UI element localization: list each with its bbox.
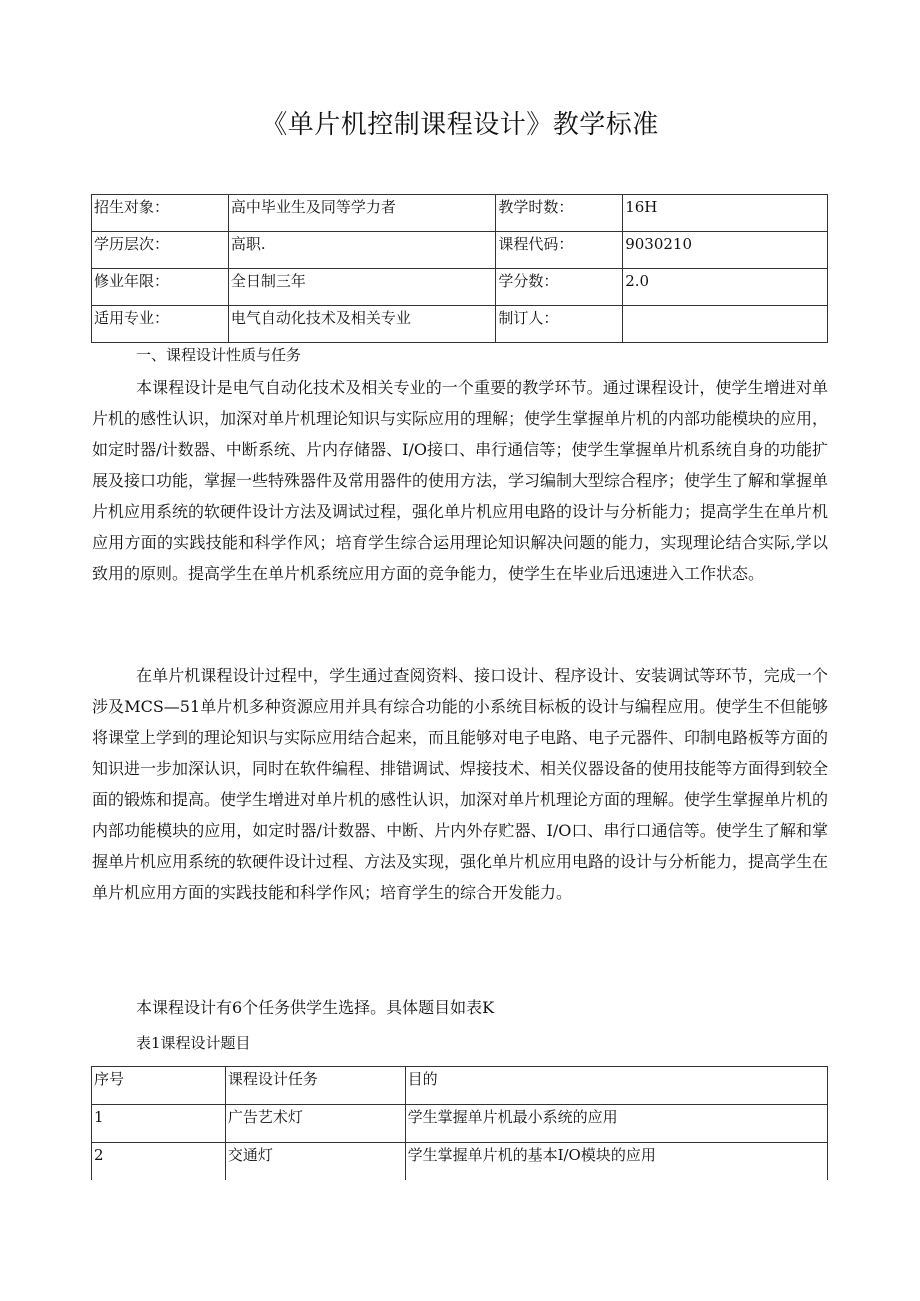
info-label: 适用专业：: [92, 306, 229, 343]
table-cell: 1: [92, 1105, 226, 1143]
table-cell: 2: [92, 1143, 226, 1181]
task-table: [91, 1066, 828, 1180]
info-label: 制订人：: [496, 306, 623, 343]
info-value: 2.0: [623, 269, 828, 306]
column-header: 序号: [92, 1067, 226, 1105]
info-label: 学历层次：: [92, 232, 229, 269]
table-cell: 学生掌握单片机最小系统的应用: [405, 1105, 827, 1143]
table-header-row: [92, 1067, 828, 1105]
info-row: [92, 232, 828, 269]
info-label: 学分数：: [496, 269, 623, 306]
column-header: 目的: [405, 1067, 827, 1105]
info-value: 高职.: [228, 232, 496, 269]
info-row: [92, 195, 828, 232]
table-cell: 学生掌握单片机的基本I/O模块的应用: [405, 1143, 827, 1181]
table-caption: 表1课程设计题目: [136, 1034, 251, 1052]
document-title: 《单片机控制课程设计》教学标准: [261, 110, 659, 140]
info-value: 电气自动化技术及相关专业: [228, 306, 496, 343]
table-cell: 广告艺术灯: [225, 1105, 405, 1143]
info-value: 9030210: [623, 232, 828, 269]
paragraph: 在单片机课程设计过程中，学生通过查阅资料、接口设计、程序设计、安装调试等环节，完成一个涉及MCS—51单片机多种资源应用并具有综合功能的小系统目标板的设计与编程应用。使学生不但能够将课堂上学到的理论知识与实际应用结合起来，而且能够对电子电路、电子元器件、印制电路板等方面的知识进一步加深认识，同时在软件编程、排错调试、焊接技术、相关仪器设备的使用技能等方面得到较全面的锻炼和提高。使学生增进对单片机的感性认识，加深对单片机理论方面的理解。使学生掌握单片机的内部功能模块的应用，如定时器/计数器、中断、片内外存贮器、I/O口、串行口通信等。使学生了解和掌握单片机应用系统的软硬件设计过程、方法及实现，强化单片机应用电路的设计与分析能力，提高学生在单片机应用方面的实践技能和科学作风；培育学生的综合开发能力。: [92, 666, 829, 902]
info-value: 全日制三年: [228, 269, 496, 306]
info-label: 招生对象：: [92, 195, 229, 232]
table-cell: 交通灯: [225, 1143, 405, 1181]
info-row: [92, 306, 828, 343]
section-heading: 一、课程设计性质与任务: [136, 346, 302, 364]
info-label: 课程代码：: [496, 232, 623, 269]
column-header: 课程设计任务: [225, 1067, 405, 1105]
table-row: [92, 1105, 828, 1143]
paragraph: 本课程设计有6个任务供学生选择。具体题目如表K: [136, 998, 495, 1017]
course-info-table: [91, 194, 828, 343]
info-row: [92, 269, 828, 306]
info-label: 修业年限：: [92, 269, 229, 306]
info-label: 教学时数：: [496, 195, 623, 232]
table-row: [92, 1143, 828, 1181]
info-value: 高中毕业生及同等学力者: [228, 195, 496, 232]
info-value: [623, 306, 828, 343]
paragraph: 本课程设计是电气自动化技术及相关专业的一个重要的教学环节。通过课程设计，使学生增进对单片机的感性认识，加深对单片机理论知识与实际应用的理解；使学生掌握单片机的内部功能模块的应用，如定时器/计数器、中断系统、片内存储器、I/O接口、串行通信等；使学生掌握单片机系统自身的功能扩展及接口功能，掌握一些特殊器件及常用器件的使用方法，学习编制大型综合程序；使学生了解和掌握单片机应用系统的软硬件设计方法及调试过程，强化单片机应用电路的设计与分析能力；提高学生在单片机应用方面的实践技能和科学作风；培育学生综合运用理论知识解决问题的能力，实现理论结合实际,学以致用的原则。提高学生在单片机系统应用方面的竞争能力，使学生在毕业后迅速进入工作状态。: [92, 378, 829, 583]
info-value: 16H: [623, 195, 828, 232]
